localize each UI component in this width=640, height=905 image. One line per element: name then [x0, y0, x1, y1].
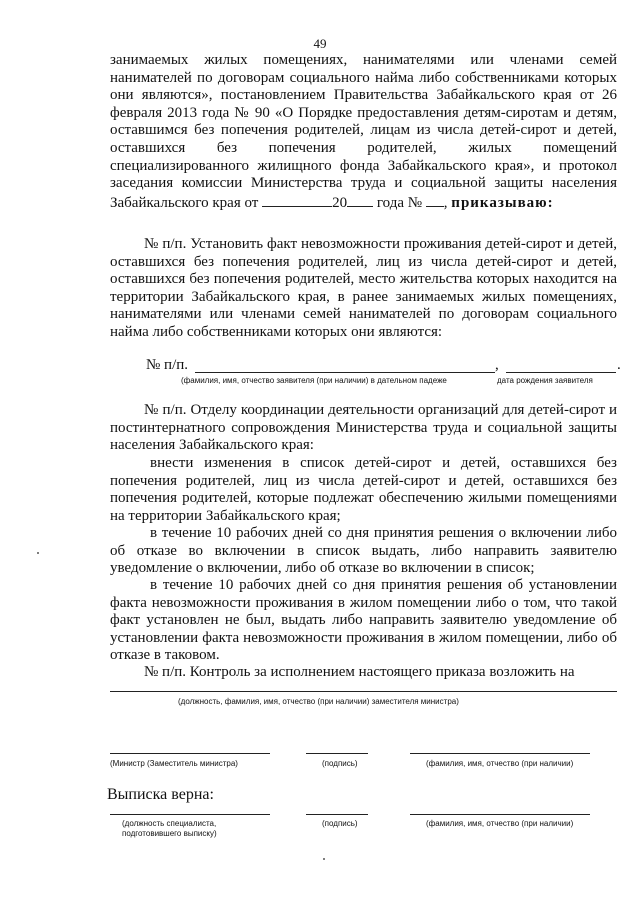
preamble-comma: , [443, 194, 448, 211]
deputy-caption: (должность, фамилия, имя, отчество (при наличии) заместителя министра) [178, 697, 459, 706]
birthdate-line [506, 372, 616, 373]
preamble-text: занимаемых жилых помещениях, нанимателями или членами семей нанимателей по договорам социального найма либо собственниками которых они являются», постановлением Правительства Забайкальского края от 26 февраля 2013 года № 90 «О Порядке предоставления детям-сиротам и детям, оставшимся без попечения родителей, лицам из числа детей-сирот и детей, оставшихся без попечения родителей, жилых помещений специализированного жилищного фонда Забайкальского края», и протокол заседания комиссии Министерства труда и социальной защиты населения Забайкальского края от [110, 52, 617, 211]
deputy-line [110, 691, 617, 692]
number-blank [426, 193, 444, 207]
minister-signature-line [306, 753, 368, 754]
paragraph-fact-notice: в течение 10 рабочих дней со дня принятия решения об установлении факта невозможности проживания в жилом помещении либо о том, что такой факт установлен не был, выдать либо направить заявителю уведомление об установлении факта невозможности проживания в жилом помещении, либо об отказе в таковом. [110, 577, 617, 664]
birthdate-caption: дата рождения заявителя [497, 376, 593, 385]
specialist-position-line [110, 814, 270, 815]
extract-label: Выписка верна: [107, 786, 214, 803]
paragraph-list-changes: внести изменения в список детей-сирот и детей, оставшихся без попечения родителей, лиц из числа детей-сирот и детей, оставшихся без попечения родителей, которые подлежат обеспечению жилыми помещениями на территории Забайкальского края; [110, 455, 617, 524]
minister-name-line [410, 753, 590, 754]
item-period: . [617, 357, 621, 373]
applicant-name-line [195, 372, 495, 373]
scan-speck [323, 858, 325, 860]
specialist-signature-line [306, 814, 368, 815]
minister-position-caption: (Министр (Заместитель министра) [110, 759, 238, 768]
minister-signature-caption: (подпись) [322, 759, 358, 768]
year-blank [347, 193, 373, 207]
preamble-year: 20 [332, 194, 348, 211]
minister-position-line [110, 753, 270, 754]
paragraph-establish-fact: № п/п. Установить факт невозможности проживания детей-сирот и детей, оставшихся без попечения родителей, лиц из числа детей-сирот и детей, оставшихся без попечения родителей, место жительства которых находится на территории Забайкальского края, в ранее занимаемых жилых помещениях, нанимателями или членами семей нанимателей по договорам социального найма либо собственниками которых они являются: [110, 236, 617, 340]
specialist-signature-caption: (подпись) [322, 819, 358, 828]
minister-name-caption: (фамилия, имя, отчество (при наличии) [426, 759, 574, 768]
specialist-name-caption: (фамилия, имя, отчество (при наличии) [426, 819, 574, 828]
page-number: 49 [313, 36, 327, 51]
specialist-name-line [410, 814, 590, 815]
preamble-number-label: года № [376, 194, 423, 211]
specialist-position-caption-1: (должность специалиста, [122, 819, 217, 828]
item-number-label: № п/п. [146, 357, 189, 373]
date-blank [262, 193, 332, 207]
item-comma: , [495, 357, 499, 373]
applicant-name-caption: (фамилия, имя, отчество заявителя (при наличии) в дательном падеже [181, 376, 447, 385]
order-word: приказываю: [451, 194, 554, 211]
specialist-position-caption-2: подготовившего выписку) [122, 829, 217, 838]
paragraph-department: № п/п. Отделу координации деятельности организаций для детей-сирот и постинтернатного сопровождения Министерства труда и социальной защиты населения Забайкальского края: [110, 402, 617, 454]
paragraph-control: № п/п. Контроль за исполнением настоящего приказа возложить на [144, 664, 575, 680]
scan-speck [37, 552, 39, 554]
paragraph-inclusion-notice: в течение 10 рабочих дней со дня принятия решения о включении либо об отказе во включении в список выдать, либо направить заявителю уведомление о включении, либо об отказе во включении в список; [110, 525, 617, 577]
paragraph-preamble [110, 52, 617, 212]
